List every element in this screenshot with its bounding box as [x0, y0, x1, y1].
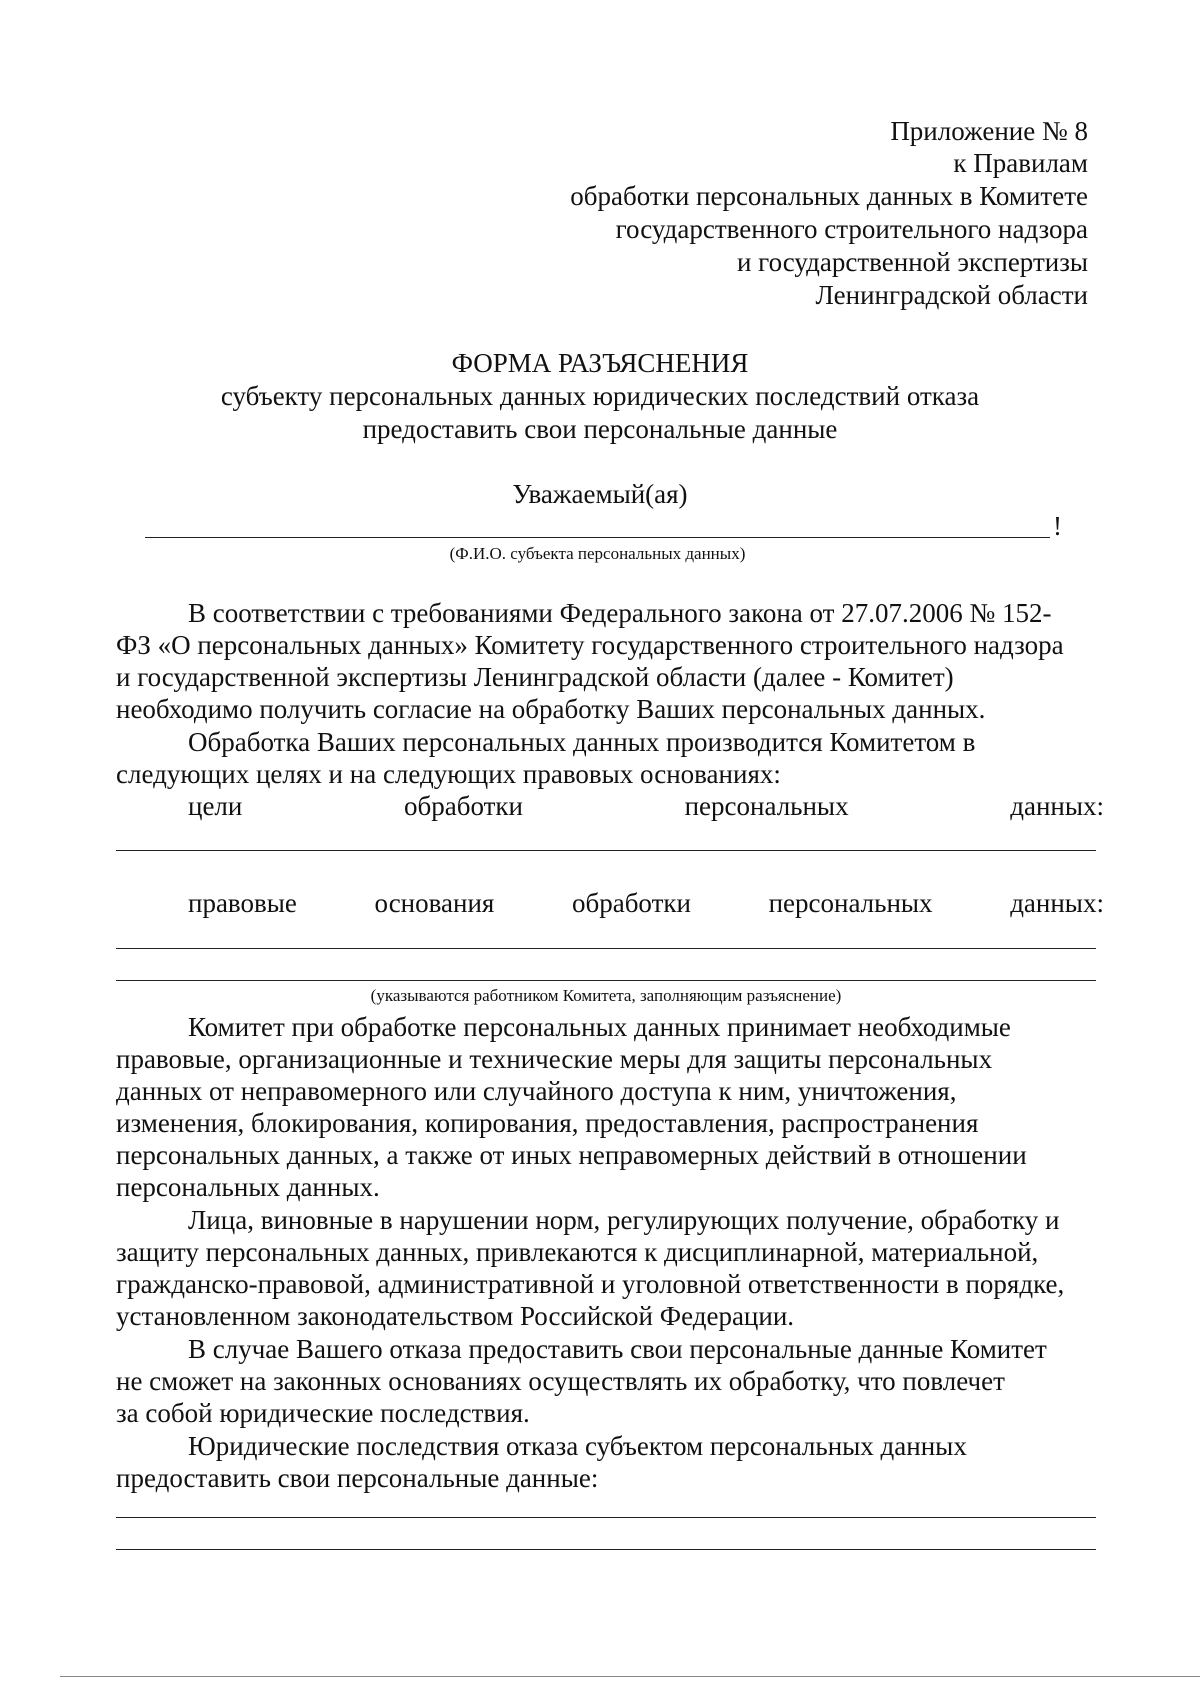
legal-word: персональных: [768, 888, 933, 918]
paragraph-6: [116, 1430, 1104, 1494]
legal-grounds-label: [188, 887, 1104, 919]
appendix-line-4: государственного строительного надзора: [615, 214, 1088, 244]
paragraph-4: [116, 1204, 1104, 1332]
legal-fill-line-2: [116, 980, 1096, 981]
appendix-number: Приложение № 8: [890, 116, 1088, 146]
name-caption: (Ф.И.О. субъекта персональных данных): [449, 544, 746, 563]
paragraph-5: [116, 1333, 1104, 1429]
paragraph-2-line: Обработка Ваших персональных данных производится Комитетом в: [188, 727, 976, 757]
appendix-line-2: к Правилам: [953, 148, 1088, 178]
legal-word: обработки: [571, 888, 691, 918]
paragraph-3-line: данных от неправомерного или случайного доступа к ним, уничтожения,: [116, 1076, 957, 1106]
legal-fill-line-1: [116, 948, 1096, 949]
paragraph-3-line: персональных данных.: [116, 1172, 380, 1202]
paragraph-4-line: защиту персональных данных, привлекаются к дисциплинарной, материальной,: [116, 1237, 1039, 1267]
form-subtitle-1: субъекту персональных данных юридических последствий отказа: [220, 381, 980, 411]
paragraph-1-line: ФЗ «О персональных данных» Комитету государственного строительного надзора: [116, 630, 1064, 660]
name-fill-line: [145, 537, 1050, 538]
paragraph-1-line: В соответствии с требованиями Федерального закона от 27.07.2006 № 152-: [188, 598, 1052, 628]
purposes-word: обработки: [404, 791, 523, 821]
paragraph-6-line: предоставить свои персональные данные:: [116, 1463, 599, 1493]
appendix-line-5: и государственной экспертизы: [736, 247, 1088, 277]
paragraph-4-line: установленном законодательством Российской Федерации.: [116, 1301, 795, 1331]
page-edge-divider: [60, 1676, 1200, 1677]
paragraph-2: [116, 726, 1104, 790]
form-title: ФОРМА РАЗЪЯСНЕНИЯ: [451, 348, 749, 378]
consequences-fill-line-1: [116, 1517, 1096, 1518]
paragraph-5-line: не сможет на законных основаниях осуществлять их обработку, что повлечет: [116, 1366, 1005, 1396]
appendix-line-3: обработки персональных данных в Комитете: [570, 181, 1088, 211]
paragraph-3-line: правовые, организационные и технические меры для защиты персональных: [116, 1044, 993, 1074]
paragraph-5-line: В случае Вашего отказа предоставить свои персональные данные Комитет: [188, 1334, 1047, 1364]
paragraph-4-line: гражданско-правовой, административной и уголовной ответственности в порядке,: [116, 1269, 1065, 1299]
paragraph-3-line: Комитет при обработке персональных данных принимает необходимые: [188, 1012, 1011, 1042]
paragraph-1-line: и государственной экспертизы Ленинградской области (далее - Комитет): [116, 662, 954, 692]
greeting-exclamation: !: [1053, 511, 1062, 541]
consequences-fill-line-2: [116, 1549, 1096, 1550]
legal-word: основания: [374, 888, 495, 918]
greeting: Уважаемый(ая): [512, 479, 688, 509]
purposes-label: [188, 790, 1104, 822]
paragraph-2-line: следующих целях и на следующих правовых основаниях:: [116, 759, 781, 789]
legal-word: правовые: [188, 888, 297, 918]
paragraph-4-line: Лица, виновные в нарушении норм, регулирующих получение, обработку и: [188, 1205, 1060, 1235]
paragraph-1: [116, 597, 1104, 725]
purposes-word: персональных: [684, 791, 849, 821]
paragraph-3-line: изменения, блокирования, копирования, предоставления, распространения: [116, 1108, 979, 1138]
appendix-line-6: Ленинградской области: [815, 280, 1088, 310]
paragraph-6-line: Юридические последствия отказа субъектом персональных данных: [188, 1431, 967, 1461]
legal-word: данных:: [1010, 888, 1104, 918]
fill-caption: (указываются работником Комитета, заполняющим разъяснение): [370, 986, 842, 1005]
paragraph-5-line: за собой юридические последствия.: [116, 1398, 530, 1428]
purposes-word: цели: [188, 791, 243, 821]
form-subtitle-2: предоставить свои персональные данные: [362, 414, 838, 444]
purposes-word: данных:: [1010, 791, 1104, 821]
paragraph-1-line: необходимо получить согласие на обработку Ваших персональных данных.: [116, 694, 986, 724]
paragraph-3-line: персональных данных, а также от иных неправомерных действий в отношении: [116, 1140, 1027, 1170]
paragraph-3: [116, 1011, 1104, 1203]
purposes-fill-line: [116, 850, 1096, 851]
